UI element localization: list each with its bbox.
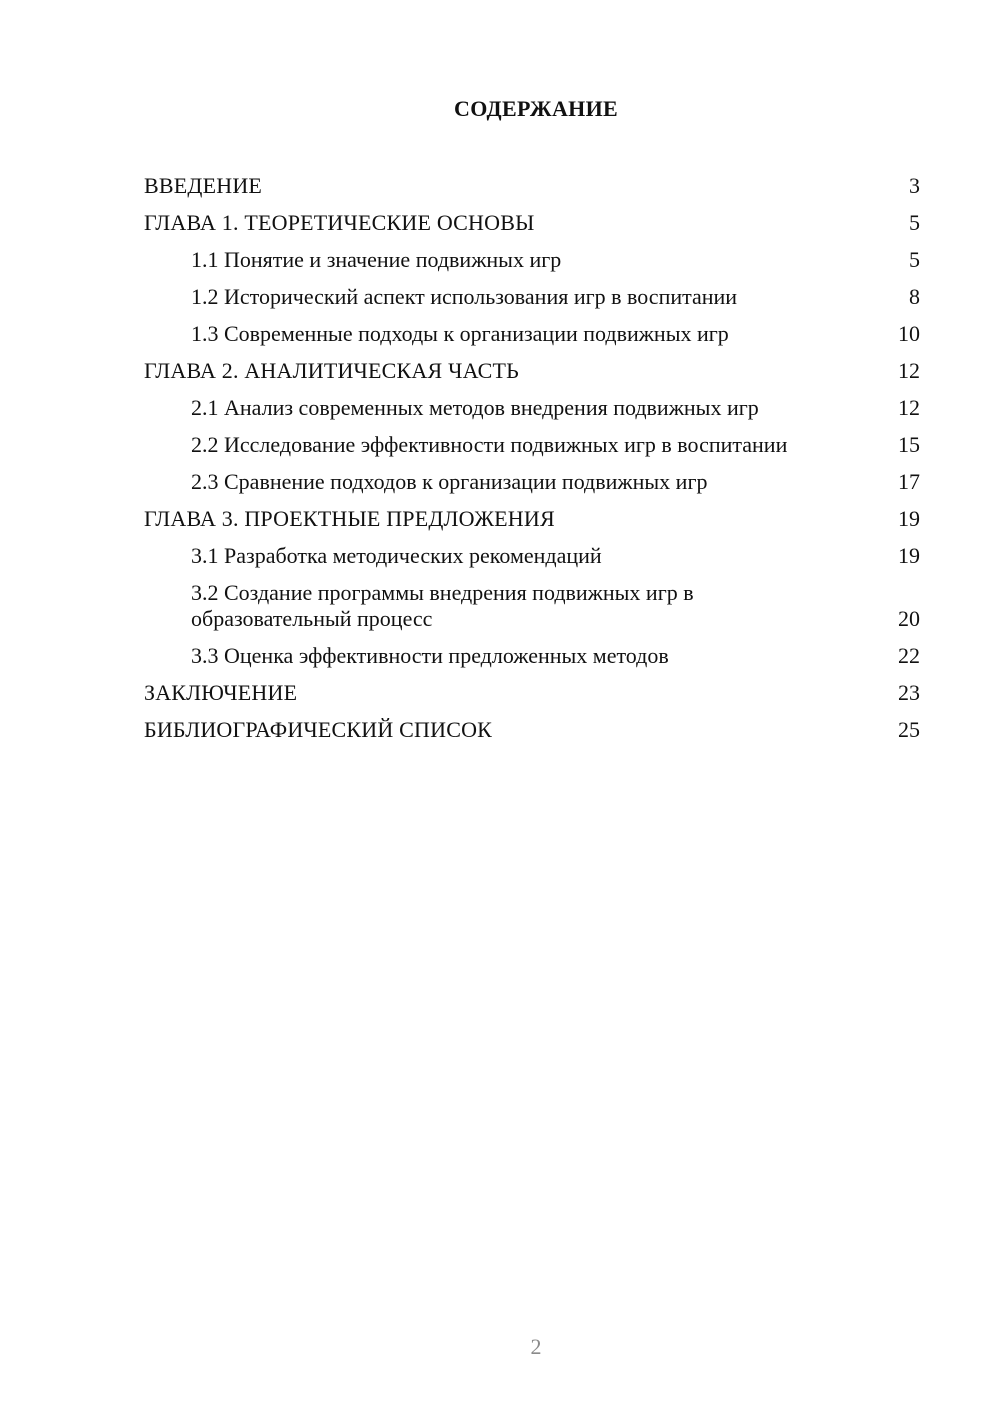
toc-item-text: ГЛАВА 2. АНАЛИТИЧЕСКАЯ ЧАСТЬ (144, 358, 519, 383)
toc-item-introduction[interactable] (144, 168, 920, 205)
toc-item-page: 20 (898, 606, 920, 631)
toc-item-section-3-3[interactable] (144, 638, 920, 675)
toc-item-section-1-2[interactable] (144, 279, 920, 316)
toc-item-page: 12 (898, 358, 920, 383)
toc-item-section-3-1[interactable] (144, 538, 920, 575)
toc-item-text: 2.1 Анализ современных методов внедрения подвижных игр (191, 395, 759, 420)
toc-item-page: 19 (898, 506, 920, 531)
toc-item-text: ГЛАВА 3. ПРОЕКТНЫЕ ПРЕДЛОЖЕНИЯ (144, 506, 555, 531)
toc-item-text: 3.2 Создание программы внедрения подвижных игр в образовательный процесс (191, 580, 694, 631)
toc-item-section-2-1[interactable] (144, 390, 920, 427)
toc-item-text: 1.3 Современные подходы к организации подвижных игр (191, 321, 729, 346)
toc-item-page: 5 (909, 247, 920, 272)
toc-item-conclusion[interactable] (144, 675, 920, 712)
toc-item-text: 3.3 Оценка эффективности предложенных методов (191, 643, 669, 668)
toc-item-chapter-3[interactable] (144, 501, 920, 538)
toc-item-text: 1.1 Понятие и значение подвижных игр (191, 247, 562, 272)
table-of-contents (144, 168, 920, 749)
toc-item-text: 1.2 Исторический аспект использования игр в воспитании (191, 284, 738, 309)
toc-item-section-2-2[interactable] (144, 427, 920, 464)
toc-item-page: 17 (898, 469, 920, 494)
toc-item-page: 5 (909, 210, 920, 235)
page-title: СОДЕРЖАНИЕ (454, 96, 618, 121)
toc-item-text: ВВЕДЕНИЕ (144, 173, 263, 198)
page-number: 2 (530, 1334, 542, 1359)
toc-item-section-3-2[interactable] (144, 575, 920, 638)
toc-item-bibliography[interactable] (144, 712, 920, 749)
toc-item-section-1-1[interactable] (144, 242, 920, 279)
toc-item-page: 19 (898, 543, 920, 568)
toc-item-chapter-1[interactable] (144, 205, 920, 242)
toc-item-page: 25 (898, 717, 920, 742)
toc-item-chapter-2[interactable] (144, 353, 920, 390)
toc-item-page: 12 (898, 395, 920, 420)
toc-item-text: ГЛАВА 1. ТЕОРЕТИЧЕСКИЕ ОСНОВЫ (144, 210, 535, 235)
toc-item-page: 15 (898, 432, 920, 457)
toc-item-text: ЗАКЛЮЧЕНИЕ (144, 680, 298, 705)
toc-item-page: 10 (898, 321, 920, 346)
toc-item-page: 3 (909, 173, 920, 198)
toc-item-text: БИБЛИОГРАФИЧЕСКИЙ СПИСОК (144, 717, 493, 742)
toc-item-section-2-3[interactable] (144, 464, 920, 501)
toc-item-text: 2.2 Исследование эффективности подвижных игр в воспитании (191, 432, 788, 457)
toc-item-text: 3.1 Разработка методических рекомендаций (191, 543, 602, 568)
toc-item-page: 23 (898, 680, 920, 705)
toc-item-page: 8 (909, 284, 920, 309)
toc-item-section-1-3[interactable] (144, 316, 920, 353)
toc-item-page: 22 (898, 643, 920, 668)
toc-item-text: 2.3 Сравнение подходов к организации подвижных игр (191, 469, 708, 494)
